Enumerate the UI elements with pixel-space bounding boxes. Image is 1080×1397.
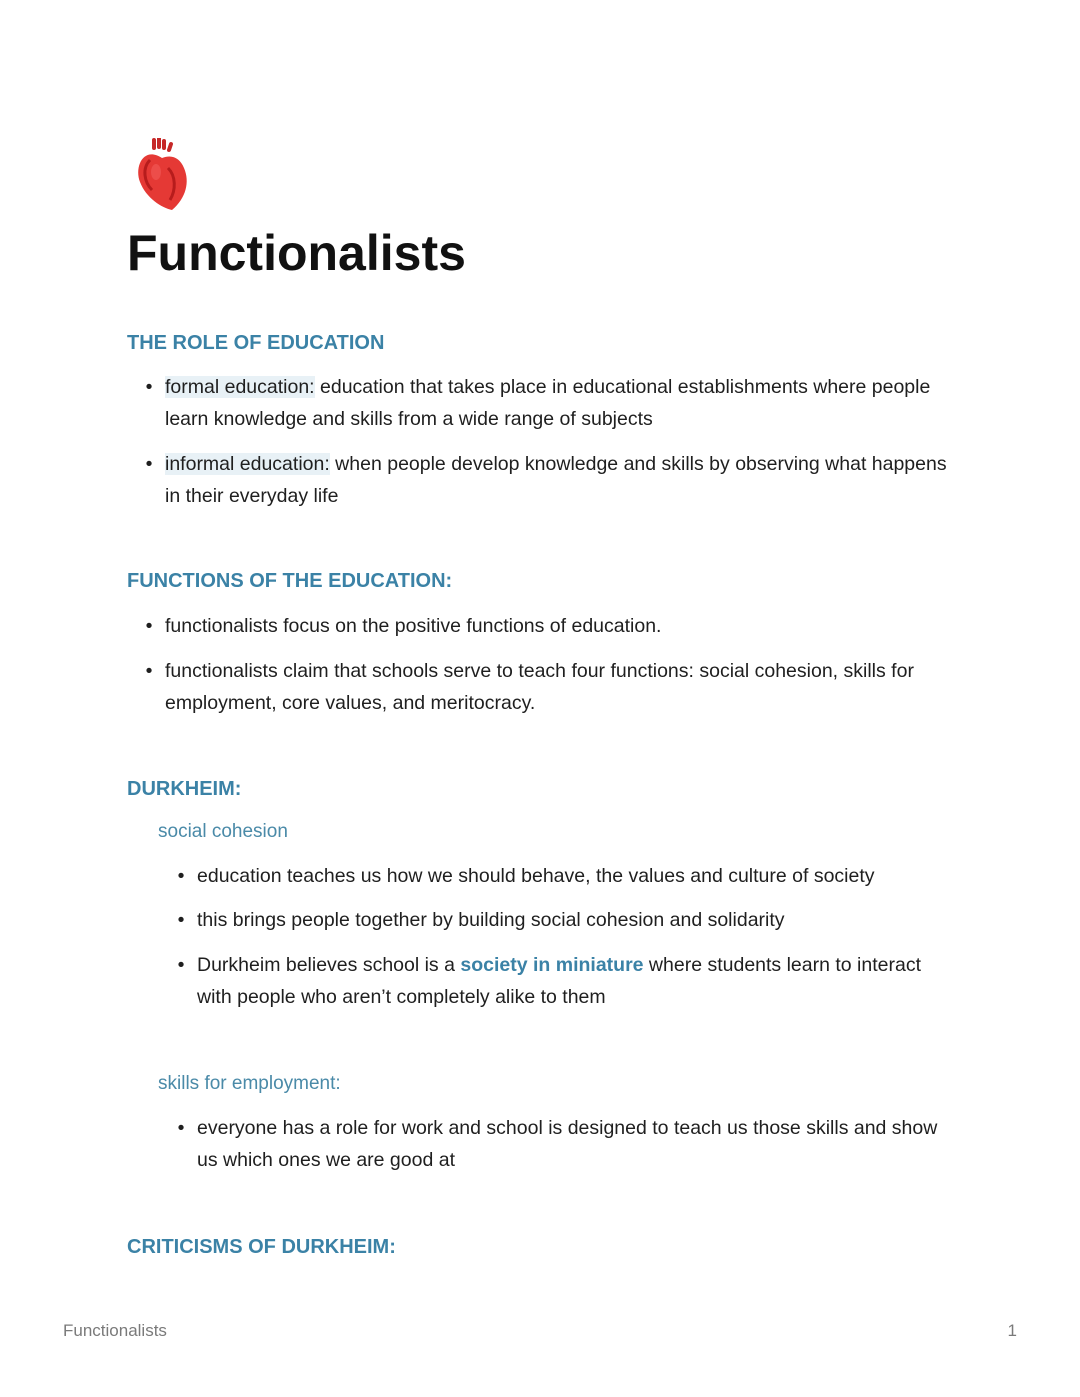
bullet-icon: •: [177, 865, 185, 887]
list-item: [177, 949, 957, 1013]
page-title: Functionalists: [127, 225, 466, 281]
list-item-text: education teaches us how we should behave, the values and culture of society: [197, 865, 875, 887]
list-item: [177, 860, 957, 892]
bullet-icon: •: [145, 660, 153, 682]
section-heading-criticisms: CRITICISMS OF DURKHEIM:: [127, 1236, 396, 1258]
definition-text: education that takes place in educational establishments where people learn knowledge and skills from a wide range of subjects: [165, 376, 931, 430]
bullet-icon: •: [177, 1117, 185, 1139]
list-item-text: functionalists focus on the positive functions of education.: [165, 615, 662, 637]
bullet-icon: •: [177, 954, 185, 976]
section-heading-role: THE ROLE OF EDUCATION: [127, 332, 385, 354]
term-formal-education: formal education:: [165, 376, 315, 398]
term-informal-education: informal education:: [165, 453, 330, 475]
list-item-text: this brings people together by building social cohesion and solidarity: [197, 909, 785, 931]
definition-text: when people develop knowledge and skills by observing what happens in their everyday life: [165, 453, 947, 507]
list-item-text: functionalists claim that schools serve to teach four functions: social cohesion, skills for employment, core values, and meritocracy.: [165, 660, 914, 714]
list-item: [145, 371, 955, 435]
bullet-icon: •: [177, 909, 185, 931]
list-item-text: everyone has a role for work and school is designed to teach us those skills and show us which ones we are good at: [197, 1117, 938, 1171]
subheading-skills-for-employment: skills for employment:: [158, 1073, 341, 1094]
subheading-social-cohesion: social cohesion: [158, 821, 288, 842]
list-item: [177, 1112, 957, 1176]
footer-doc-name: Functionalists: [63, 1321, 167, 1340]
list-item-text-before: Durkheim believes school is a: [197, 954, 461, 976]
bullet-icon: •: [145, 376, 153, 398]
bullet-icon: •: [145, 453, 153, 475]
section-heading-durkheim: DURKHEIM:: [127, 778, 242, 800]
anatomical-heart-icon: [132, 138, 192, 212]
footer-page-number: 1: [1007, 1321, 1017, 1340]
society-in-miniature-link[interactable]: society in miniature: [460, 954, 644, 976]
list-item: [145, 610, 955, 642]
section-heading-functions: FUNCTIONS OF THE EDUCATION:: [127, 570, 453, 592]
bullet-icon: •: [145, 615, 153, 637]
list-item: [177, 904, 957, 936]
list-item: [145, 448, 955, 512]
list-item: [145, 655, 955, 719]
list-item-text-after: where students learn to interact with people who aren’t completely alike to them: [197, 954, 922, 1008]
